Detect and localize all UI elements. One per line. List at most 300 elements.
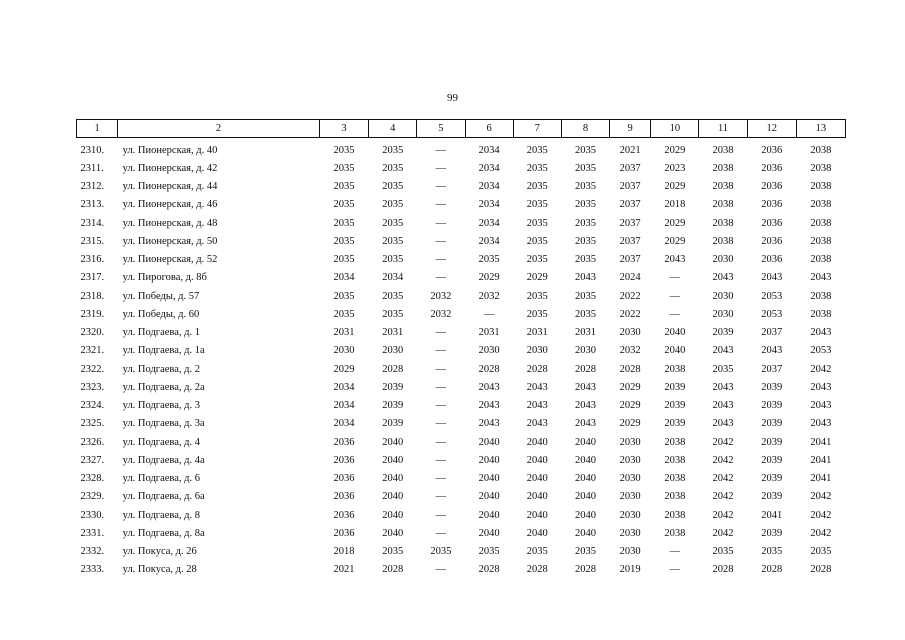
year-cell-col-11: 2035: [712, 546, 734, 558]
year-cell-col-9: 2030: [619, 473, 641, 485]
table-row: [77, 543, 846, 561]
year-cell-col-6: 2032: [478, 290, 500, 302]
year-cell-col-10: 2040: [664, 327, 686, 339]
year-cell-col-10: 2038: [664, 454, 686, 466]
year-cell-col-6: 2030: [478, 345, 500, 357]
year-cell-col-4: 2035: [382, 199, 404, 211]
row-number: 2329.: [80, 491, 105, 503]
row-number: 2321.: [80, 345, 105, 357]
table-row: [77, 305, 846, 323]
table-row: [77, 561, 846, 579]
year-cell-col-5: 2035: [430, 546, 452, 558]
address-cell: ул. Пионерская, д. 46: [122, 199, 218, 211]
year-cell-col-8: 2040: [574, 527, 596, 539]
column-header-6: 6: [465, 120, 513, 138]
year-cell-col-13: 2042: [810, 509, 832, 521]
address-cell: ул. Подгаева, д. 6: [122, 473, 201, 485]
year-cell-col-4: 2040: [382, 527, 404, 539]
year-cell-col-6: 2034: [478, 199, 500, 211]
table-row: [77, 138, 846, 160]
address-cell: ул. Пирогова, д. 8б: [122, 272, 207, 284]
year-cell-col-7: 2035: [526, 235, 548, 247]
row-number: 2325.: [80, 418, 105, 430]
year-cell-col-3: 2036: [333, 436, 355, 448]
table-row: [77, 524, 846, 542]
year-cell-col-3: 2018: [333, 546, 355, 558]
row-number: 2313.: [80, 199, 105, 211]
year-cell-col-10: 2029: [664, 217, 686, 229]
year-cell-col-13: 2042: [810, 527, 832, 539]
table-row: [77, 251, 846, 269]
year-cell-col-9: 2037: [619, 254, 641, 266]
address-cell: ул. Покуса, д. 28: [122, 564, 197, 576]
year-cell-col-10: 2038: [664, 436, 686, 448]
row-number: 2318.: [80, 290, 105, 302]
year-cell-col-3: 2036: [333, 491, 355, 503]
table-row: [77, 415, 846, 433]
year-cell-col-11: 2043: [712, 381, 734, 393]
year-cell-col-5: —: [435, 235, 447, 247]
row-number: 2314.: [80, 217, 105, 229]
year-cell-col-6: 2040: [478, 509, 500, 521]
year-cell-col-11: 2038: [712, 181, 734, 193]
row-number: 2311.: [80, 162, 104, 174]
year-cell-col-7: 2028: [526, 564, 548, 576]
year-cell-col-12: 2036: [761, 235, 783, 247]
year-cell-col-7: 2040: [526, 473, 548, 485]
year-cell-col-5: —: [435, 509, 447, 521]
row-number: 2316.: [80, 254, 105, 266]
year-cell-col-9: 2022: [619, 290, 641, 302]
year-cell-col-9: 2037: [619, 217, 641, 229]
year-cell-col-8: 2035: [574, 199, 596, 211]
year-cell-col-3: 2035: [333, 199, 355, 211]
year-cell-col-8: 2043: [574, 400, 596, 412]
column-header-5: 5: [417, 120, 465, 138]
year-cell-col-3: 2029: [333, 363, 355, 375]
year-cell-col-13: 2043: [810, 381, 832, 393]
year-cell-col-12: 2037: [761, 327, 783, 339]
address-cell: ул. Подгаева, д. 8а: [122, 527, 205, 539]
year-cell-col-12: 2043: [761, 345, 783, 357]
year-cell-col-8: 2035: [574, 546, 596, 558]
year-cell-col-6: 2043: [478, 381, 500, 393]
year-cell-col-9: 2030: [619, 546, 641, 558]
year-cell-col-10: 2039: [664, 400, 686, 412]
column-header-10: 10: [651, 120, 699, 138]
row-number: 2332.: [80, 546, 105, 558]
year-cell-col-10: 2029: [664, 181, 686, 193]
year-cell-col-12: 2036: [761, 162, 783, 174]
year-cell-col-3: 2030: [333, 345, 355, 357]
year-cell-col-9: 2030: [619, 454, 641, 466]
column-header-3: 3: [319, 120, 368, 138]
year-cell-col-8: 2028: [574, 564, 596, 576]
year-cell-col-3: 2035: [333, 254, 355, 266]
year-cell-col-10: —: [669, 272, 681, 284]
year-cell-col-11: 2030: [712, 308, 734, 320]
year-cell-col-13: 2043: [810, 327, 832, 339]
year-cell-col-7: 2028: [526, 363, 548, 375]
address-cell: ул. Пионерская, д. 52: [122, 254, 218, 266]
year-cell-col-3: 2034: [333, 418, 355, 430]
address-cell: ул. Пионерская, д. 48: [122, 217, 218, 229]
year-cell-col-8: 2035: [574, 181, 596, 193]
year-cell-col-6: 2043: [478, 418, 500, 430]
row-number: 2326.: [80, 436, 105, 448]
year-cell-col-6: —: [483, 308, 495, 320]
year-cell-col-8: 2035: [574, 290, 596, 302]
year-cell-col-6: 2040: [478, 436, 500, 448]
year-cell-col-4: 2035: [382, 308, 404, 320]
year-cell-col-11: 2043: [712, 345, 734, 357]
year-cell-col-4: 2035: [382, 162, 404, 174]
table-row: [77, 287, 846, 305]
year-cell-col-4: 2031: [382, 327, 404, 339]
year-cell-col-7: 2040: [526, 509, 548, 521]
year-cell-col-13: 2038: [810, 308, 832, 320]
year-cell-col-7: 2035: [526, 144, 548, 156]
address-cell: ул. Пионерская, д. 44: [122, 181, 218, 193]
table-row: [77, 470, 846, 488]
year-cell-col-12: 2039: [761, 400, 783, 412]
year-cell-col-6: 2034: [478, 144, 500, 156]
table-row: [77, 433, 846, 451]
address-cell: ул. Подгаева, д. 2: [122, 363, 201, 375]
year-cell-col-11: 2043: [712, 272, 734, 284]
year-cell-col-11: 2038: [712, 144, 734, 156]
year-cell-col-6: 2040: [478, 473, 500, 485]
year-cell-col-12: 2039: [761, 491, 783, 503]
address-cell: ул. Подгаева, д. 4: [122, 436, 201, 448]
year-cell-col-9: 2030: [619, 327, 641, 339]
year-cell-col-12: 2036: [761, 217, 783, 229]
year-cell-col-13: 2035: [810, 546, 832, 558]
year-cell-col-11: 2030: [712, 254, 734, 266]
year-cell-col-10: —: [669, 564, 681, 576]
column-header-8: 8: [561, 120, 609, 138]
year-cell-col-5: —: [435, 162, 447, 174]
year-cell-col-10: —: [669, 308, 681, 320]
year-cell-col-6: 2031: [478, 327, 500, 339]
year-cell-col-10: 2029: [664, 235, 686, 247]
year-cell-col-3: 2035: [333, 235, 355, 247]
year-cell-col-6: 2040: [478, 527, 500, 539]
year-cell-col-4: 2039: [382, 381, 404, 393]
year-cell-col-4: 2040: [382, 454, 404, 466]
year-cell-col-5: —: [435, 254, 447, 266]
year-cell-col-10: 2039: [664, 381, 686, 393]
column-header-1: 1: [77, 120, 118, 138]
year-cell-col-13: 2038: [810, 144, 832, 156]
year-cell-col-3: 2035: [333, 308, 355, 320]
year-cell-col-10: 2043: [664, 254, 686, 266]
year-cell-col-6: 2028: [478, 363, 500, 375]
year-cell-col-6: 2034: [478, 217, 500, 229]
year-cell-col-4: 2040: [382, 436, 404, 448]
year-cell-col-6: 2034: [478, 235, 500, 247]
year-cell-col-12: 2041: [761, 509, 783, 521]
year-cell-col-13: 2038: [810, 162, 832, 174]
year-cell-col-6: 2028: [478, 564, 500, 576]
year-cell-col-5: —: [435, 363, 447, 375]
year-cell-col-9: 2037: [619, 181, 641, 193]
year-cell-col-6: 2040: [478, 491, 500, 503]
year-cell-col-8: 2040: [574, 509, 596, 521]
year-cell-col-8: 2035: [574, 144, 596, 156]
year-cell-col-3: 2035: [333, 162, 355, 174]
year-cell-col-7: 2035: [526, 217, 548, 229]
year-cell-col-7: 2031: [526, 327, 548, 339]
year-cell-col-12: 2036: [761, 199, 783, 211]
year-cell-col-10: 2038: [664, 363, 686, 375]
year-cell-col-8: 2035: [574, 217, 596, 229]
year-cell-col-3: 2036: [333, 473, 355, 485]
address-cell: ул. Подгаева, д. 3а: [122, 418, 205, 430]
year-cell-col-5: —: [435, 381, 447, 393]
year-cell-col-5: —: [435, 144, 447, 156]
year-cell-col-10: 2038: [664, 491, 686, 503]
year-cell-col-11: 2035: [712, 363, 734, 375]
year-cell-col-11: 2042: [712, 491, 734, 503]
year-cell-col-5: —: [435, 272, 447, 284]
table-row: [77, 196, 846, 214]
year-cell-col-6: 2035: [478, 546, 500, 558]
table-row: [77, 159, 846, 177]
year-cell-col-13: 2038: [810, 181, 832, 193]
row-number: 2328.: [80, 473, 105, 485]
year-cell-col-11: 2043: [712, 400, 734, 412]
year-cell-col-4: 2028: [382, 564, 404, 576]
column-header-11: 11: [699, 120, 747, 138]
year-cell-col-3: 2034: [333, 272, 355, 284]
year-cell-col-13: 2028: [810, 564, 832, 576]
address-cell: ул. Пионерская, д. 42: [122, 162, 218, 174]
year-cell-col-5: —: [435, 564, 447, 576]
year-cell-col-3: 2036: [333, 527, 355, 539]
table-row: [77, 360, 846, 378]
table-row: [77, 488, 846, 506]
year-cell-col-10: 2039: [664, 418, 686, 430]
year-cell-col-8: 2043: [574, 272, 596, 284]
row-number: 2317.: [80, 272, 105, 284]
row-number: 2330.: [80, 509, 105, 521]
address-cell: ул. Подгаева, д. 4а: [122, 454, 205, 466]
row-number: 2324.: [80, 400, 105, 412]
year-cell-col-11: 2038: [712, 199, 734, 211]
year-cell-col-8: 2043: [574, 418, 596, 430]
year-cell-col-11: 2042: [712, 436, 734, 448]
year-cell-col-7: 2035: [526, 254, 548, 266]
year-cell-col-11: 2042: [712, 473, 734, 485]
table-row: [77, 178, 846, 196]
year-cell-col-9: 2030: [619, 527, 641, 539]
year-cell-col-13: 2038: [810, 235, 832, 247]
year-cell-col-13: 2038: [810, 217, 832, 229]
year-cell-col-4: 2040: [382, 491, 404, 503]
row-number: 2323.: [80, 381, 105, 393]
year-cell-col-9: 2037: [619, 199, 641, 211]
table-row: [77, 324, 846, 342]
year-cell-col-10: 2029: [664, 144, 686, 156]
year-cell-col-12: 2039: [761, 527, 783, 539]
year-cell-col-3: 2035: [333, 181, 355, 193]
row-number: 2320.: [80, 327, 105, 339]
year-cell-col-10: 2038: [664, 527, 686, 539]
year-cell-col-12: 2039: [761, 418, 783, 430]
row-number: 2319.: [80, 308, 105, 320]
year-cell-col-10: 2038: [664, 473, 686, 485]
year-cell-col-3: 2021: [333, 564, 355, 576]
year-cell-col-8: 2035: [574, 162, 596, 174]
year-cell-col-8: 2040: [574, 454, 596, 466]
year-cell-col-12: 2028: [761, 564, 783, 576]
year-cell-col-7: 2043: [526, 400, 548, 412]
year-cell-col-3: 2035: [333, 290, 355, 302]
row-number: 2315.: [80, 235, 105, 247]
year-cell-col-10: —: [669, 546, 681, 558]
address-cell: ул. Победы, д. 60: [122, 308, 200, 320]
year-cell-col-13: 2043: [810, 400, 832, 412]
year-cell-col-9: 2024: [619, 272, 641, 284]
year-cell-col-10: 2018: [664, 199, 686, 211]
year-cell-col-5: —: [435, 181, 447, 193]
year-cell-col-13: 2038: [810, 199, 832, 211]
address-cell: ул. Покуса, д. 26: [122, 546, 197, 558]
year-cell-col-5: —: [435, 491, 447, 503]
year-cell-col-8: 2030: [574, 345, 596, 357]
year-cell-col-12: 2053: [761, 290, 783, 302]
table-row: [77, 342, 846, 360]
address-cell: ул. Подгаева, д. 8: [122, 509, 201, 521]
year-cell-col-4: 2035: [382, 217, 404, 229]
year-cell-col-3: 2036: [333, 454, 355, 466]
year-cell-col-4: 2035: [382, 144, 404, 156]
column-header-4: 4: [369, 120, 417, 138]
year-cell-col-3: 2036: [333, 509, 355, 521]
year-cell-col-5: —: [435, 473, 447, 485]
year-cell-col-12: 2036: [761, 254, 783, 266]
year-cell-col-9: 2029: [619, 381, 641, 393]
year-cell-col-9: 2030: [619, 491, 641, 503]
year-cell-col-9: 2028: [619, 363, 641, 375]
year-cell-col-12: 2039: [761, 454, 783, 466]
year-cell-col-11: 2039: [712, 327, 734, 339]
year-cell-col-4: 2035: [382, 181, 404, 193]
address-cell: ул. Подгаева, д. 6а: [122, 491, 205, 503]
year-cell-col-13: 2053: [810, 345, 832, 357]
row-number: 2310.: [80, 144, 105, 156]
year-cell-col-11: 2028: [712, 564, 734, 576]
year-cell-col-4: 2039: [382, 400, 404, 412]
year-cell-col-6: 2043: [478, 400, 500, 412]
year-cell-col-9: 2029: [619, 418, 641, 430]
table-row: [77, 214, 846, 232]
year-cell-col-10: 2023: [664, 162, 686, 174]
address-cell: ул. Подгаева, д. 3: [122, 400, 201, 412]
year-cell-col-13: 2041: [810, 454, 832, 466]
address-cell: ул. Победы, д. 57: [122, 290, 200, 302]
year-cell-col-4: 2035: [382, 290, 404, 302]
year-cell-col-8: 2043: [574, 381, 596, 393]
year-cell-col-12: 2037: [761, 363, 783, 375]
year-cell-col-5: —: [435, 527, 447, 539]
year-cell-col-3: 2035: [333, 217, 355, 229]
year-cell-col-7: 2035: [526, 162, 548, 174]
column-header-2: 2: [118, 120, 320, 138]
year-cell-col-4: 2035: [382, 235, 404, 247]
row-number: 2333.: [80, 564, 105, 576]
row-number: 2327.: [80, 454, 105, 466]
year-cell-col-4: 2035: [382, 546, 404, 558]
year-cell-col-4: 2040: [382, 509, 404, 521]
year-cell-col-3: 2031: [333, 327, 355, 339]
year-cell-col-11: 2038: [712, 217, 734, 229]
year-cell-col-9: 2037: [619, 162, 641, 174]
year-cell-col-9: 2032: [619, 345, 641, 357]
year-cell-col-5: —: [435, 418, 447, 430]
year-cell-col-6: 2029: [478, 272, 500, 284]
year-cell-col-12: 2039: [761, 436, 783, 448]
year-cell-col-10: 2040: [664, 345, 686, 357]
year-cell-col-6: 2035: [478, 254, 500, 266]
year-cell-col-6: 2040: [478, 454, 500, 466]
year-cell-col-7: 2040: [526, 436, 548, 448]
year-cell-col-7: 2035: [526, 181, 548, 193]
year-cell-col-8: 2035: [574, 254, 596, 266]
year-cell-col-7: 2040: [526, 454, 548, 466]
year-cell-col-13: 2043: [810, 418, 832, 430]
year-cell-col-12: 2039: [761, 473, 783, 485]
year-cell-col-12: 2036: [761, 181, 783, 193]
year-cell-col-9: 2029: [619, 400, 641, 412]
year-cell-col-8: 2035: [574, 235, 596, 247]
year-cell-col-7: 2035: [526, 308, 548, 320]
page-number: 99: [447, 92, 458, 104]
year-cell-col-13: 2041: [810, 473, 832, 485]
table-row: [77, 397, 846, 415]
year-cell-col-9: 2022: [619, 308, 641, 320]
year-cell-col-9: 2030: [619, 509, 641, 521]
year-cell-col-8: 2035: [574, 308, 596, 320]
year-cell-col-8: 2040: [574, 491, 596, 503]
year-cell-col-10: 2038: [664, 509, 686, 521]
year-cell-col-3: 2035: [333, 144, 355, 156]
column-header-13: 13: [796, 120, 845, 138]
year-cell-col-5: 2032: [430, 290, 452, 302]
year-cell-col-11: 2038: [712, 162, 734, 174]
row-number: 2322.: [80, 363, 105, 375]
year-cell-col-13: 2043: [810, 272, 832, 284]
year-cell-col-7: 2035: [526, 290, 548, 302]
address-cell: ул. Пионерская, д. 50: [122, 235, 218, 247]
year-cell-col-9: 2037: [619, 235, 641, 247]
year-cell-col-11: 2038: [712, 235, 734, 247]
year-cell-col-5: 2032: [430, 308, 452, 320]
year-cell-col-13: 2038: [810, 290, 832, 302]
year-cell-col-4: 2030: [382, 345, 404, 357]
year-cell-col-13: 2041: [810, 436, 832, 448]
year-cell-col-5: —: [435, 199, 447, 211]
table-row: [77, 378, 846, 396]
year-cell-col-9: 2019: [619, 564, 641, 576]
year-cell-col-11: 2042: [712, 454, 734, 466]
address-cell: ул. Подгаева, д. 1а: [122, 345, 205, 357]
year-cell-col-12: 2053: [761, 308, 783, 320]
year-cell-col-4: 2040: [382, 473, 404, 485]
year-cell-col-13: 2042: [810, 491, 832, 503]
year-cell-col-13: 2042: [810, 363, 832, 375]
